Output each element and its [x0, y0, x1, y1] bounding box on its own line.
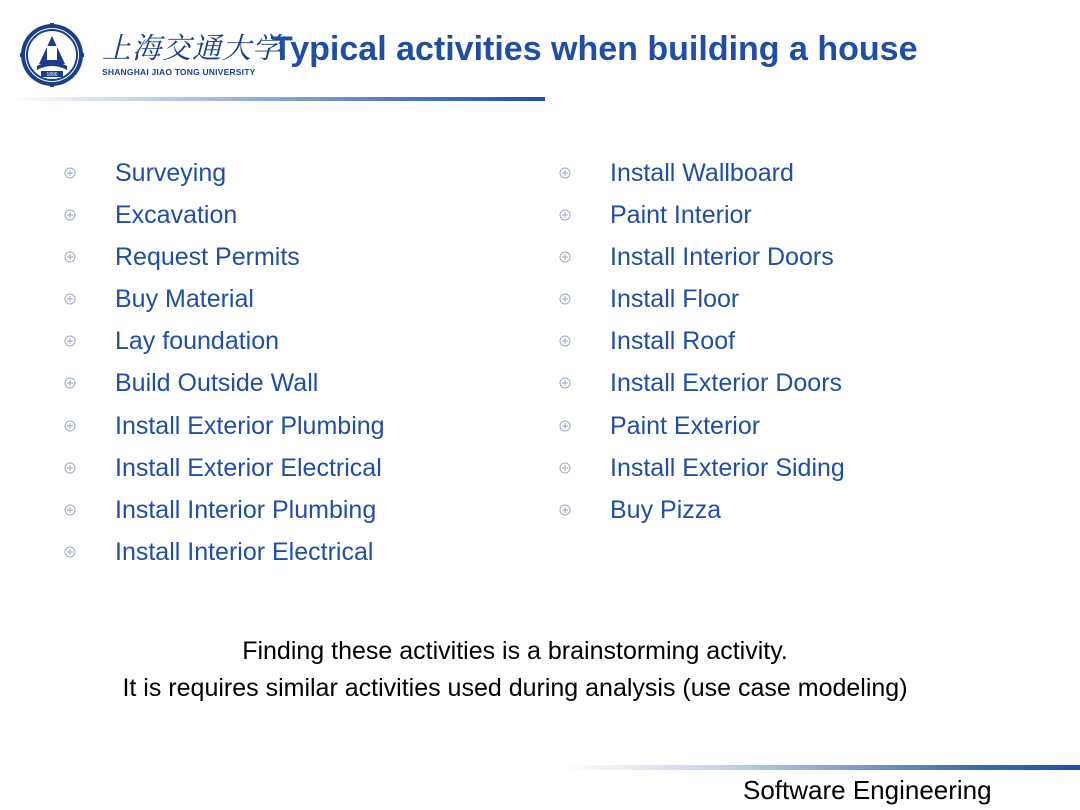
note-line-1: Finding these activities is a brainstorming activity.: [242, 637, 788, 665]
list-item-label: Install Interior Plumbing: [115, 495, 377, 524]
circled-plus-icon: [559, 377, 571, 389]
circled-plus-icon: [64, 167, 76, 179]
circled-plus-icon: [64, 293, 76, 305]
list-item-label: Buy Material: [115, 285, 254, 314]
list-item-label: Install Wallboard: [610, 159, 794, 187]
title-divider: [10, 97, 545, 101]
seal-year: 1896: [46, 72, 58, 78]
list-item-label: Paint Interior: [610, 201, 752, 230]
list-item-label: Paint Exterior: [610, 411, 761, 440]
list-item-label: Install Exterior Plumbing: [115, 411, 385, 440]
university-seal-icon: [19, 22, 85, 88]
note-line-2: It is requires similar activities used during analysis (use case modeling): [122, 674, 908, 702]
circled-plus-icon: [559, 209, 571, 221]
list-item-label: Buy Pizza: [610, 495, 722, 524]
circled-plus-icon: [559, 504, 571, 516]
circled-plus-icon: [559, 167, 571, 179]
circled-plus-icon: [64, 209, 76, 221]
list-item-label: Install Exterior Doors: [610, 369, 843, 398]
circled-plus-icon: [64, 420, 76, 432]
list-item-label: Excavation: [115, 201, 238, 230]
logo-english-name: SHANGHAI JIAO TONG UNIVERSITY: [102, 67, 256, 77]
slide-title: Typical activities when building a house: [272, 30, 918, 68]
circled-plus-icon: [559, 335, 571, 347]
list-item-label: Lay foundation: [115, 327, 280, 356]
circled-plus-icon: [64, 377, 76, 389]
circled-plus-icon: [559, 462, 571, 474]
footer-divider: [560, 765, 1080, 770]
list-item-label: Install Floor: [610, 285, 740, 314]
circled-plus-icon: [559, 420, 571, 432]
circled-plus-icon: [64, 546, 76, 558]
list-item-label: Install Exterior Electrical: [115, 453, 382, 482]
circled-plus-icon: [64, 335, 76, 347]
list-item-label: Surveying: [115, 159, 227, 187]
circled-plus-icon: [559, 293, 571, 305]
list-item-label: Install Interior Doors: [610, 243, 834, 272]
list-item-label: Install Interior Electrical: [115, 537, 374, 566]
circled-plus-icon: [64, 462, 76, 474]
list-item-label: Build Outside Wall: [115, 369, 319, 398]
list-item-label: Install Exterior Siding: [610, 453, 845, 482]
list-item-label: Request Permits: [115, 243, 300, 272]
footer-label: Software Engineering: [743, 775, 992, 805]
circled-plus-icon: [64, 251, 76, 263]
circled-plus-icon: [559, 251, 571, 263]
circled-plus-icon: [64, 504, 76, 516]
logo-chinese-name: 上海交通大学: [102, 31, 283, 65]
list-item-label: Install Roof: [610, 327, 736, 356]
